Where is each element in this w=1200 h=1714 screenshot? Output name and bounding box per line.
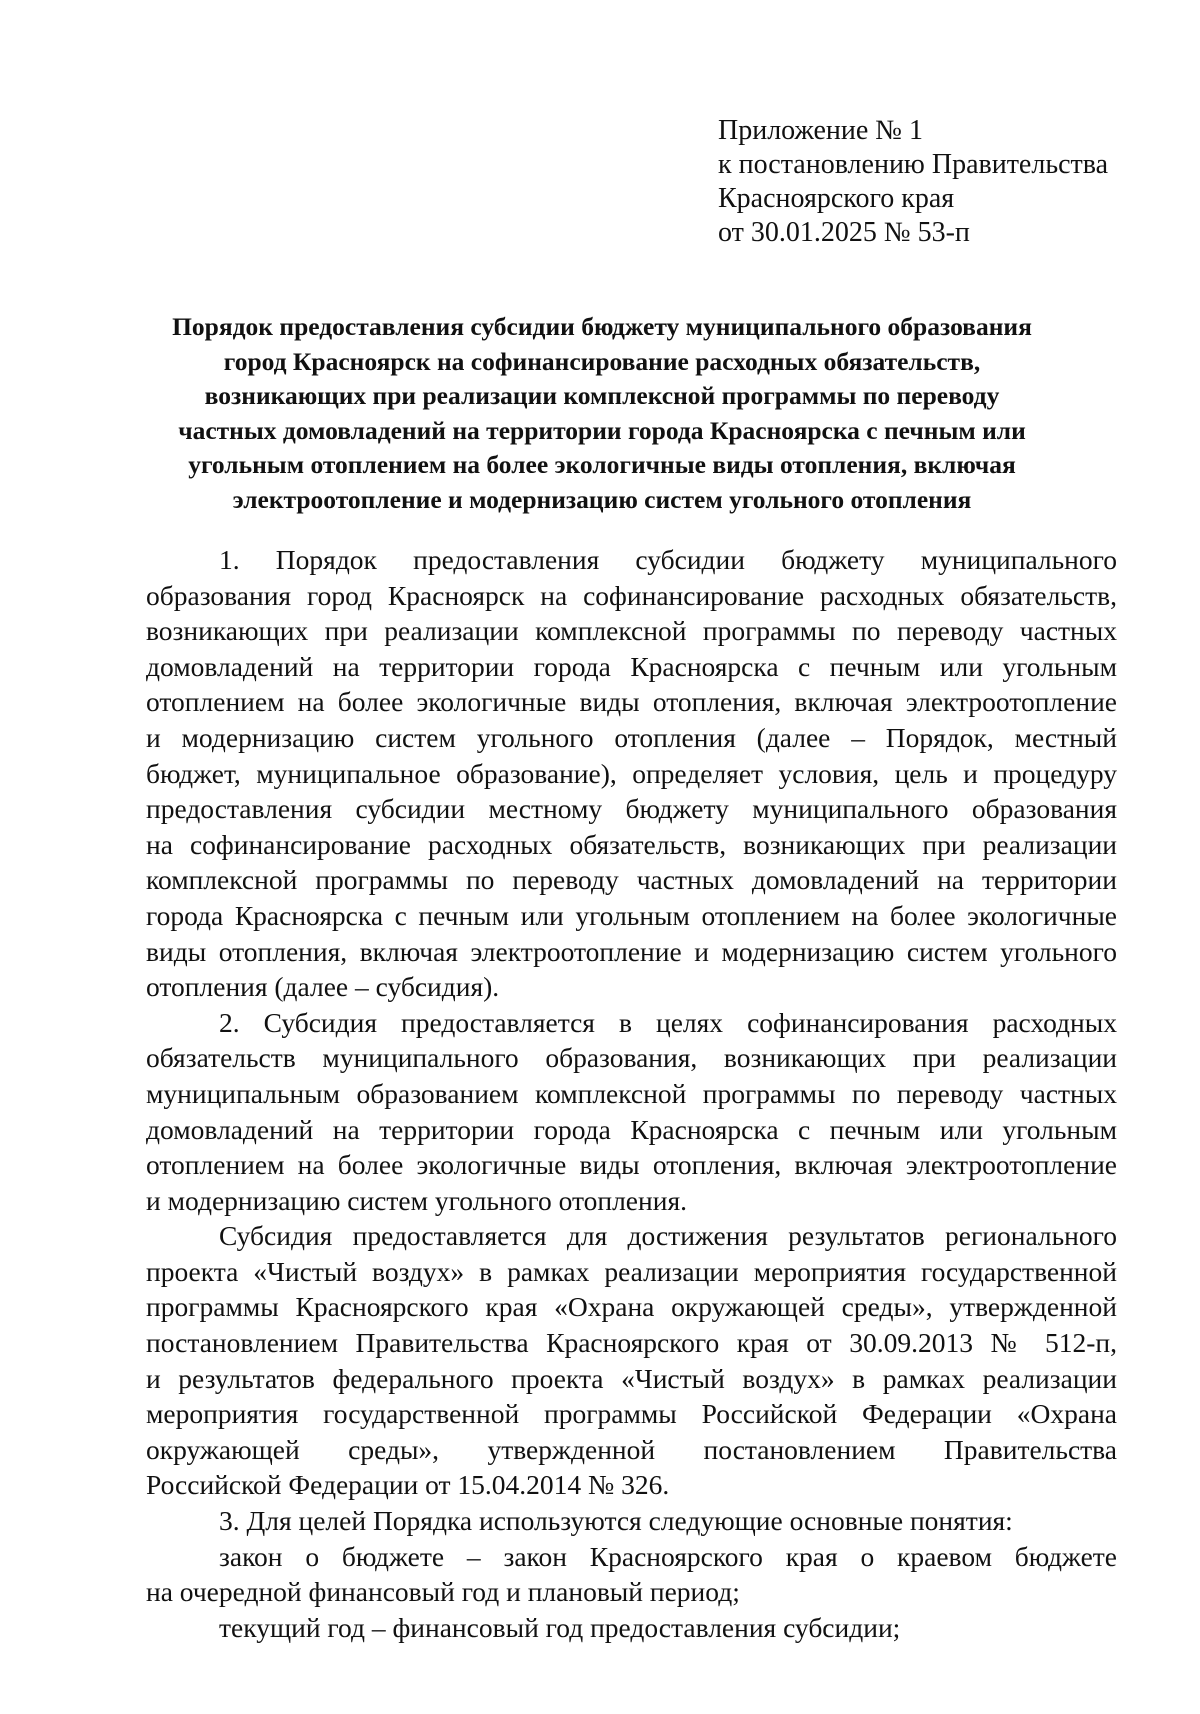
body-line: постановлением Правительства Красноярского края от 30.09.2013 № 512-п, (146, 1327, 1117, 1359)
title-line: частных домовладений на территории города Красноярска с печным или (178, 415, 1026, 445)
body-line: и результатов федерального проекта «Чистый воздух» в рамках реализации (146, 1362, 1117, 1394)
body-line: бюджет, муниципальное образование), определяет условия, цель и процедуру (146, 757, 1117, 789)
title-line: возникающих при реализации комплексной программы по переводу (204, 381, 1000, 410)
appendix-number: Приложение № 1 (718, 115, 923, 146)
document-title (140, 310, 1064, 517)
body-line: отоплением на более экологичные виды отопления, включая электроотопление (146, 1149, 1117, 1181)
body-line: на очередной финансовый год и плановый период; (146, 1576, 740, 1608)
title-line: Порядок предоставления субсидии бюджету муниципального образования (172, 312, 1032, 341)
body-line: возникающих при реализации комплексной программы по переводу частных (146, 615, 1117, 647)
title-line: электроотопление и модернизацию систем угольного отопления (232, 484, 972, 514)
body-line: 3. Для целей Порядка используются следующие основные понятия: (219, 1505, 1013, 1537)
body-line: образования город Красноярск на софинансирование расходных обязательств, (146, 579, 1117, 611)
body-line: программы Красноярского края «Охрана окружающей среды», утвержденной (146, 1291, 1117, 1323)
body-line: города Красноярска с печным или угольным отоплением на более экологичные (146, 899, 1117, 931)
body-line: и модернизацию систем угольного отопления (далее – Порядок, местный (146, 721, 1117, 753)
body-line: муниципальным образованием комплексной программы по переводу частных (146, 1077, 1117, 1109)
body-line: обязательств муниципального образования, возникающих при реализации (146, 1042, 1117, 1074)
body-line: предоставления субсидии местному бюджету муниципального образования (146, 793, 1117, 825)
body-line: закон о бюджете – закон Красноярского края о краевом бюджете (219, 1540, 1117, 1572)
body-line: окружающей среды», утвержденной постановлением Правительства (146, 1433, 1117, 1465)
body-line: 2. Субсидия предоставляется в целях софинансирования расходных (219, 1006, 1117, 1038)
appendix-region: Красноярского края (718, 183, 955, 214)
title-line: угольным отоплением на более экологичные виды отопления, включая (188, 450, 1016, 479)
appendix-header (718, 114, 1158, 250)
body-line: виды отопления, включая электроотопление и модернизацию систем угольного (146, 935, 1117, 967)
body-line: домовладений на территории города Красноярска с печным или угольным (146, 650, 1117, 682)
body-line: Субсидия предоставляется для достижения результатов регионального (219, 1220, 1117, 1252)
title-line: город Красноярск на софинансирование расходных обязательств, (223, 346, 981, 376)
document-body (146, 542, 1117, 1645)
body-line: 1. Порядок предоставления субсидии бюджету муниципального (219, 544, 1117, 575)
body-line: домовладений на территории города Красноярска с печным или угольным (146, 1113, 1117, 1145)
body-line: на софинансирование расходных обязательств, возникающих при реализации (146, 828, 1117, 860)
body-line: текущий год – финансовый год предоставления субсидии; (219, 1611, 901, 1643)
body-line: проекта «Чистый воздух» в рамках реализации мероприятия государственной (146, 1255, 1117, 1287)
body-line: комплексной программы по переводу частных домовладений на территории (146, 864, 1117, 896)
body-line: отопления (далее – субсидия). (146, 971, 500, 1003)
body-line: мероприятия государственной программы Российской Федерации «Охрана (146, 1398, 1117, 1430)
body-line: Российской Федерации от 15.04.2014 № 326. (146, 1469, 670, 1501)
body-line: и модернизацию систем угольного отопления. (146, 1184, 687, 1216)
body-line: отоплением на более экологичные виды отопления, включая электроотопление (146, 686, 1117, 718)
appendix-reference: к постановлению Правительства (718, 149, 1109, 180)
appendix-date-number: от 30.01.2025 № 53-п (718, 217, 970, 248)
